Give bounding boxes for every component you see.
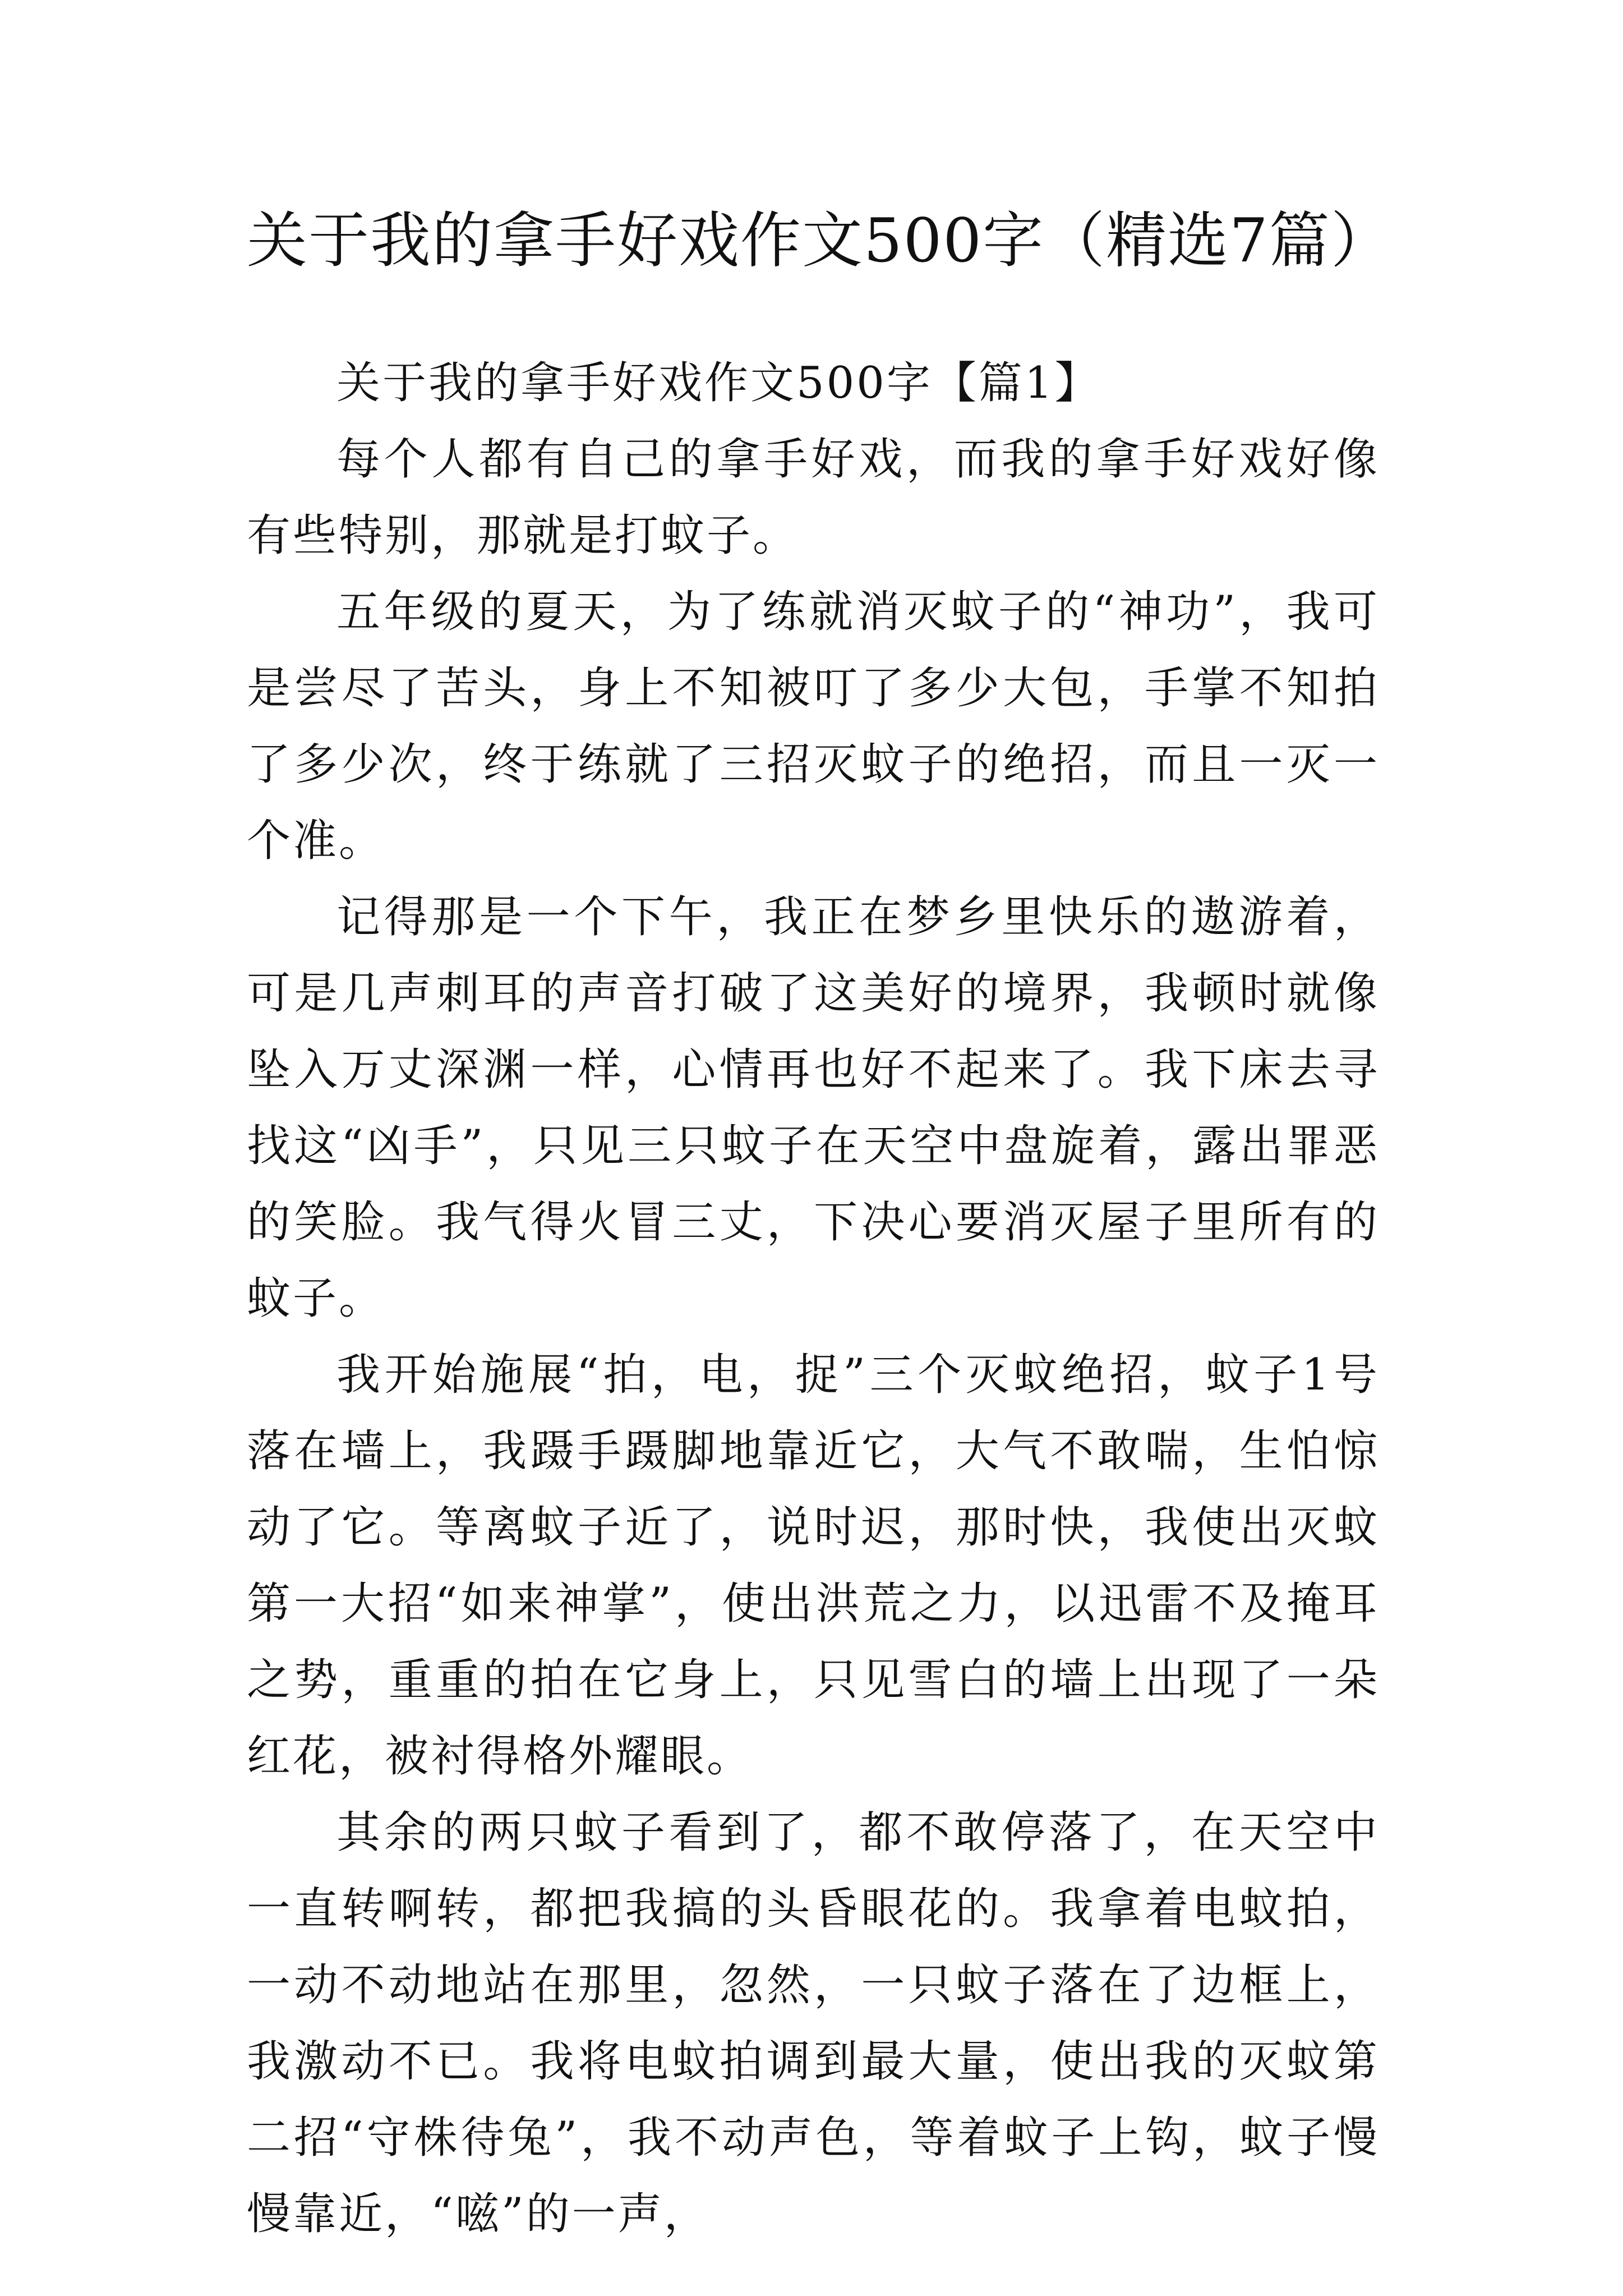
document-title: 关于我的拿手好戏作文500字（精选7篇） — [247, 206, 1393, 276]
paragraph-3: 记得那是一个下午，我正在梦乡里快乐的遨游着，可是几声刺耳的声音打破了这美好的境界，我顿时就像坠入万丈深渊一样，心情再也好不起来了。我下床去寻找这“凶手”，只见三只蚊子在天空中盘旋着，露出罪恶的笑脸。我气得火冒三丈，下决心要消灭屋子里所有的蚊子。 — [247, 892, 1380, 1324]
document-body — [247, 345, 1380, 2252]
paragraph-4: 我开始施展“拍，电，捉”三个灭蚊绝招，蚊子1号落在墙上，我蹑手蹑脚地靠近它，大气不敢喘，生怕惊动了它。等离蚊子近了，说时迟，那时快，我使出灭蚊第一大招“如来神掌”，使出洪荒之力，以迅雷不及掩耳之势，重重的拍在它身上，只见雪白的墙上出现了一朵红花，被衬得格外耀眼。 — [247, 1350, 1380, 1782]
section-heading: 关于我的拿手好戏作文500字【篇1】 — [336, 358, 1101, 408]
paragraph-1: 每个人都有自己的拿手好戏，而我的拿手好戏好像有些特别，那就是打蚊子。 — [247, 434, 1380, 561]
paragraph-2: 五年级的夏天，为了练就消灭蚊子的“神功”，我可是尝尽了苦头，身上不知被叮了多少大包，手掌不知拍了多少次，终于练就了三招灭蚊子的绝招，而且一灭一个准。 — [247, 587, 1380, 866]
paragraph-5: 其余的两只蚊子看到了，都不敢停落了，在天空中一直转啊转，都把我搞的头昏眼花的。我拿着电蚊拍，一动不动地站在那里，忽然，一只蚊子落在了边框上，我激动不已。我将电蚊拍调到最大量，使出我的灭蚊第二招“守株待兔”，我不动声色，等着蚊子上钩，蚊子慢慢靠近，“嗞”的一声， — [247, 1807, 1380, 2239]
